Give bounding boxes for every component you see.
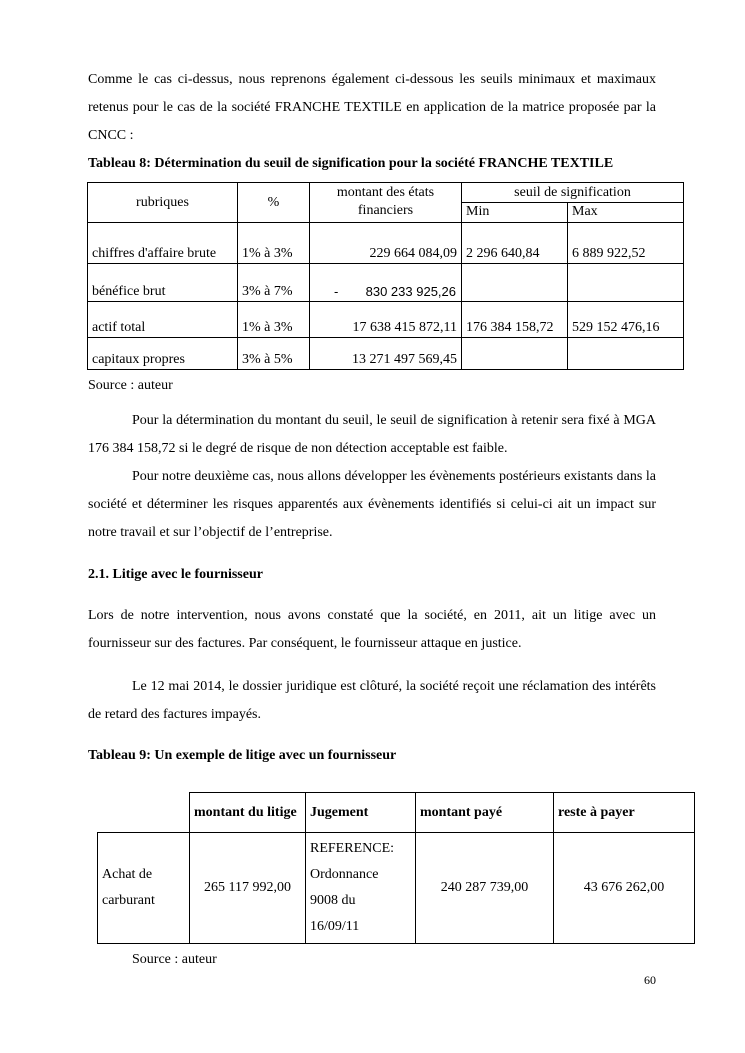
section-heading: 2.1. Litige avec le fournisseur [88,567,263,582]
empty-corner-cell [98,793,190,833]
intro-paragraph: Comme le cas ci-dessus, nous reprenons également ci-dessous les seuils minimaux et maximaux retenus pour le cas de la société FRANCHE TEXTILE en application de la matrice proposée par la CNCC : [88,72,656,143]
cell-montant-litige: 265 117 992,00 [190,833,306,944]
cell-montant-negative [310,264,462,302]
table9 [97,792,695,944]
cell-rubrique: capitaux propres [88,338,238,370]
label-line: Achat de [102,867,153,882]
header-max: Max [568,203,684,223]
paragraph-cloture: Le 12 mai 2014, le dossier juridique est clôturé, la société reçoit une réclamation des intérêts de retard des factures impayés. [88,679,656,722]
cell-min [462,264,568,302]
jugement-line: Ordonnance [310,867,379,882]
cell-rubrique: bénéfice brut [88,264,238,302]
paragraph-seuil: Pour la détermination du montant du seuil, le seuil de signification à retenir sera fixé à MGA 176 384 158,72 si le degré de risque de non détection acceptable est faible. [88,413,656,456]
cell-jugement [306,833,416,944]
cell-rubrique: actif total [88,302,238,338]
table8 [87,182,684,370]
page-number: 60 [644,973,656,987]
table9-caption: Tableau 9: Un exemple de litige avec un fournisseur [88,748,397,763]
label-line: carburant [102,893,155,908]
table8-source: Source : auteur [88,378,173,393]
header-percent: % [238,183,310,223]
header-reste: reste à payer [554,793,695,833]
table-row [88,223,684,264]
paragraph-deuxieme-cas: Pour notre deuxième cas, nous allons développer les évènements postérieurs existants dans la société et déterminer les risques apparentés aux évènements identifiés si celui-ci ait un impact sur notre travail et sur l’objectif de l’entreprise. [88,469,656,540]
cell-label [98,833,190,944]
cell-reste: 43 676 262,00 [554,833,695,944]
cell-montant: 830 233 925,26 [365,284,456,299]
header-seuil: seuil de signification [462,183,684,203]
cell-pct: 1% à 3% [238,223,310,264]
table-row [88,302,684,338]
cell-montant-paye: 240 287 739,00 [416,833,554,944]
cell-max [568,338,684,370]
cell-max: 6 889 922,52 [568,223,684,264]
cell-pct: 3% à 5% [238,338,310,370]
table-row [88,338,684,370]
cell-pct: 3% à 7% [238,264,310,302]
table-row [98,833,695,944]
cell-montant: 229 664 084,09 [310,223,462,264]
negative-sign: - [334,284,339,299]
jugement-line: REFERENCE: [310,841,395,856]
header-montant-litige: montant du litige [190,793,306,833]
cell-pct: 1% à 3% [238,302,310,338]
header-min: Min [462,203,568,223]
paragraph-litige: Lors de notre intervention, nous avons constaté que la société, en 2011, ait un litige avec un fournisseur sur des factures. Par conséquent, le fournisseur attaque en justice. [88,608,656,651]
cell-min [462,338,568,370]
header-jugement: Jugement [306,793,416,833]
cell-min: 176 384 158,72 [462,302,568,338]
header-rubriques: rubriques [88,183,238,223]
cell-max: 529 152 476,16 [568,302,684,338]
jugement-line: 9008 du [310,893,356,908]
cell-rubrique: chiffres d'affaire brute [88,223,238,264]
table8-caption: Tableau 8: Détermination du seuil de signification pour la société FRANCHE TEXTILE [88,156,614,171]
header-montant-paye: montant payé [416,793,554,833]
table-row [88,264,684,302]
jugement-line: 16/09/11 [310,919,360,934]
cell-max [568,264,684,302]
cell-montant: 13 271 497 569,45 [310,338,462,370]
cell-min: 2 296 640,84 [462,223,568,264]
table9-source: Source : auteur [132,952,217,967]
header-montant: montant des états financiers [310,183,462,223]
cell-montant: 17 638 415 872,11 [310,302,462,338]
